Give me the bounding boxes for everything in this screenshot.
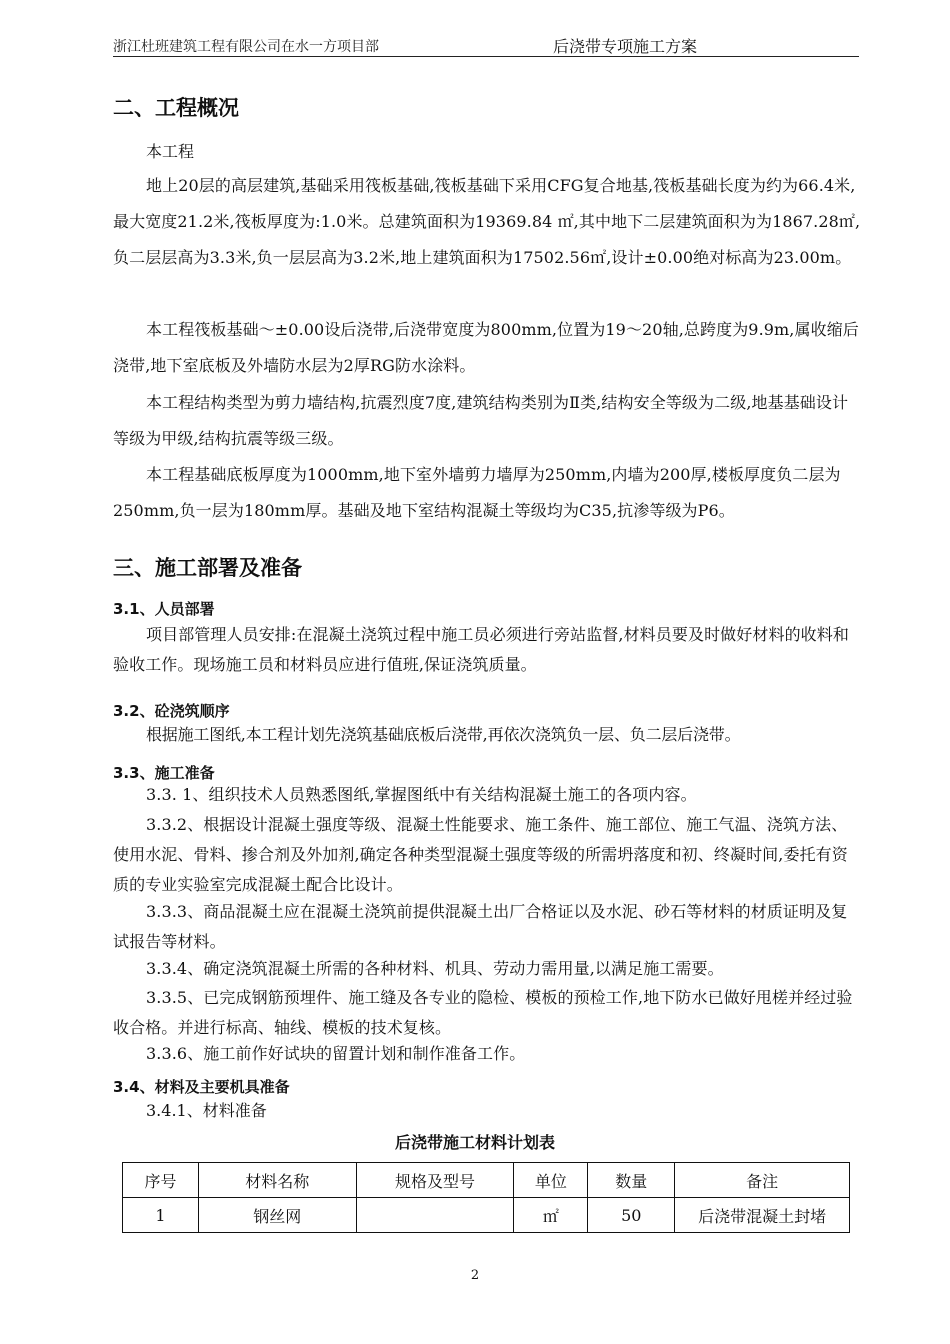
section-3-1-title: 3.1、人员部署 <box>113 600 215 618</box>
header-cell: 备注 <box>675 1163 850 1198</box>
section-3-title: 三、施工部署及准备 <box>113 556 302 580</box>
section-2-paragraph-1: 地上20层的高层建筑,基础采用筏板基础,筏板基础下采用CFG复合地基,筏板基础长度为约为66.4米,最大宽度21.2米,筏板厚度为:1.0米。总建筑面积为19369.84 ㎡,其中地下二层建筑面积为为1867.28㎡,负二层层高为3.3米,负一层层高为3.2米,地上建筑面积为17502.56㎡,设计±0.00绝对标高为23.00m。 <box>113 176 861 267</box>
table-row <box>123 1198 850 1233</box>
section-2-paragraph-2: 本工程筏板基础～±0.00设后浇带,后浇带宽度为800mm,位置为19～20轴,总跨度为9.9m,属收缩后浇带,地下室底板及外墙防水层为2厚RG防水涂料。 <box>113 320 859 375</box>
table-cell: 50 <box>588 1198 675 1233</box>
section-3-3-item-1: 3.3. 1、组织技术人员熟悉图纸,掌握图纸中有关结构混凝土施工的各项内容。 <box>146 785 697 804</box>
header-cell: 序号 <box>123 1163 199 1198</box>
section-3-3-item-3: 3.3.3、商品混凝土应在混凝土浇筑前提供混凝土出厂合格证以及水泥、砂石等材料的材质证明及复试报告等材料。 <box>113 902 848 951</box>
table-caption: 后浇带施工材料计划表 <box>394 1133 555 1152</box>
table-cell <box>356 1198 514 1233</box>
header-company: 浙江杜班建筑工程有限公司在水一方项目部 <box>113 39 379 55</box>
header-cell: 材料名称 <box>198 1163 356 1198</box>
section-2-title: 二、工程概况 <box>113 96 239 120</box>
section-3-3-item-2: 3.3.2、根据设计混凝土强度等级、混凝土性能要求、施工条件、施工部位、施工气温、浇筑方法、使用水泥、骨料、掺合剂及外加剂,确定各种类型混凝土强度等级的所需坍落度和初、终凝时间,委托有资质的专业实验室完成混凝土配合比设计。 <box>113 815 848 894</box>
section-3-2-title: 3.2、砼浇筑顺序 <box>113 702 230 720</box>
section-3-3-item-4: 3.3.4、确定浇筑混凝土所需的各种材料、机具、劳动力需用量,以满足施工需要。 <box>146 959 724 978</box>
materials-table <box>122 1162 850 1233</box>
header-doc-title: 后浇带专项施工方案 <box>553 37 698 56</box>
table-cell: 后浇带混凝土封堵 <box>675 1198 850 1233</box>
section-3-1-text: 项目部管理人员安排:在混凝土浇筑过程中施工员必须进行旁站监督,材料员要及时做好材料的收料和验收工作。现场施工员和材料员应进行值班,保证浇筑质量。 <box>113 625 849 674</box>
section-3-4-item-1: 3.4.1、材料准备 <box>146 1101 267 1120</box>
section-2-paragraph-4: 本工程基础底板厚度为1000mm,地下室外墙剪力墙厚为250mm,内墙为200厚,楼板厚度负二层为250mm,负一层为180mm厚。基础及地下室结构混凝土等级均为C35,抗渗等级为P6。 <box>113 465 841 520</box>
section-3-3-title: 3.3、施工准备 <box>113 764 215 782</box>
header-cell: 单位 <box>514 1163 588 1198</box>
table-cell: 1 <box>123 1198 199 1233</box>
header-cell: 数量 <box>588 1163 675 1198</box>
page-header <box>113 34 859 57</box>
table-header-row <box>123 1163 850 1198</box>
section-3-4-title: 3.4、材料及主要机具准备 <box>113 1078 290 1096</box>
page-number: 2 <box>470 1268 480 1283</box>
section-3-3-item-5: 3.3.5、已完成钢筋预埋件、施工缝及各专业的隐检、模板的预检工作,地下防水已做好甩槎并经过验收合格。并进行标高、轴线、模板的技术复核。 <box>113 988 853 1037</box>
section-2-intro: 本工程 <box>146 142 195 161</box>
section-3-2-text: 根据施工图纸,本工程计划先浇筑基础底板后浇带,再依次浇筑负一层、负二层后浇带。 <box>146 725 741 744</box>
section-3-3-item-6: 3.3.6、施工前作好试块的留置计划和制作准备工作。 <box>146 1044 526 1063</box>
header-cell: 规格及型号 <box>356 1163 514 1198</box>
section-2-paragraph-3: 本工程结构类型为剪力墙结构,抗震烈度7度,建筑结构类别为Ⅱ类,结构安全等级为二级,地基基础设计等级为甲级,结构抗震等级三级。 <box>113 393 849 448</box>
table-cell: ㎡ <box>514 1198 588 1233</box>
table-cell: 钢丝网 <box>198 1198 356 1233</box>
